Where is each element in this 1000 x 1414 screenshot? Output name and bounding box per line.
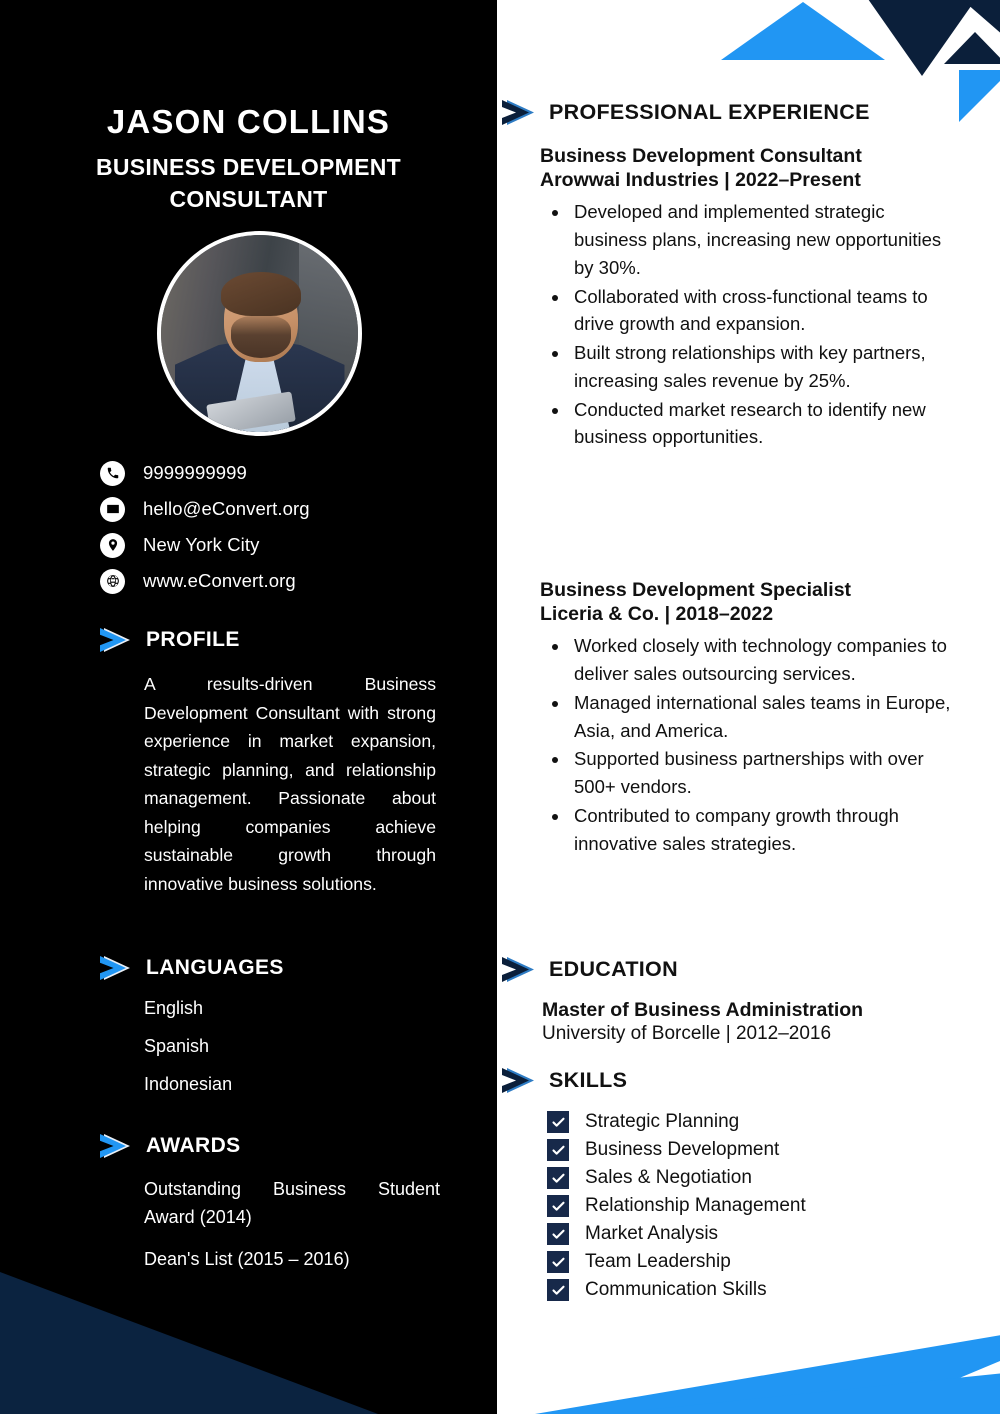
skill-label: Strategic Planning bbox=[585, 1111, 740, 1132]
candidate-name: JASON COLLINS bbox=[106, 103, 391, 140]
website-icon bbox=[100, 569, 125, 594]
profile-summary-text: A results-driven Business Development Consultant with strong experience in market expansion, strategic planning, and relationship management. Passionate about helping companies achieve sustainable growth through innovative business solutions. bbox=[144, 674, 436, 894]
contact-value: hello@eConvert.org bbox=[143, 498, 310, 519]
arrow-right-icon bbox=[100, 955, 132, 981]
languages-list bbox=[144, 998, 444, 1112]
list-item: Outstanding Business Student Award (2014) bbox=[144, 1179, 440, 1228]
list-item: • Supported business partnerships with over 500+ vendors. bbox=[570, 745, 960, 801]
list-item: • Developed and implemented strategic business plans, increasing new opportunities by 30%. bbox=[570, 198, 960, 281]
contact-value: www.eConvert.org bbox=[143, 570, 296, 591]
check-icon bbox=[547, 1139, 569, 1161]
education-entry bbox=[542, 999, 972, 1045]
section-title: AWARDS bbox=[146, 1134, 241, 1157]
decorative-blue-triangle-up bbox=[721, 2, 885, 60]
job-company-line: Liceria & Co. | 2018–2022 bbox=[540, 603, 774, 626]
list-item: • Managed international sales teams in Europe, Asia, and America. bbox=[570, 689, 960, 745]
skill-item bbox=[547, 1223, 977, 1245]
skills-list bbox=[547, 1111, 977, 1307]
experience-entry bbox=[540, 144, 960, 452]
skill-item bbox=[547, 1111, 977, 1133]
skill-label: Sales & Negotiation bbox=[585, 1167, 752, 1188]
section-title: PROFESSIONAL EXPERIENCE bbox=[549, 99, 870, 124]
check-icon bbox=[547, 1223, 569, 1245]
photo-hair bbox=[221, 272, 301, 316]
contact-item-phone[interactable] bbox=[100, 455, 440, 491]
decorative-blue-corner bbox=[959, 70, 1000, 122]
awards-list bbox=[144, 1175, 440, 1287]
job-title: Business Development Specialist bbox=[540, 579, 852, 601]
location-icon bbox=[100, 533, 125, 558]
check-icon bbox=[547, 1195, 569, 1217]
decorative-navy-triangle-small bbox=[944, 32, 1000, 64]
skill-item bbox=[547, 1251, 977, 1273]
list-item: English bbox=[144, 998, 204, 1018]
section-title: LANGUAGES bbox=[146, 956, 284, 979]
section-header-profile bbox=[100, 627, 240, 653]
job-bullets bbox=[570, 632, 960, 857]
section-header-skills bbox=[502, 1066, 627, 1094]
photo-beard bbox=[231, 316, 291, 358]
arrow-right-icon bbox=[502, 1066, 536, 1094]
section-header-experience bbox=[502, 98, 870, 126]
education-degree: Master of Business Administration bbox=[542, 999, 864, 1021]
skill-item bbox=[547, 1139, 977, 1161]
section-header-education bbox=[502, 955, 678, 983]
contact-item-email[interactable] bbox=[100, 491, 440, 527]
skill-label: Relationship Management bbox=[585, 1195, 806, 1216]
arrow-right-icon bbox=[100, 1133, 132, 1159]
contact-item-website[interactable] bbox=[100, 563, 440, 599]
skill-label: Communication Skills bbox=[585, 1279, 767, 1300]
skill-item bbox=[547, 1279, 977, 1301]
main-content-panel bbox=[497, 0, 1000, 1414]
contact-value: 9999999999 bbox=[143, 462, 247, 483]
list-item: Indonesian bbox=[144, 1074, 233, 1094]
arrow-right-icon bbox=[502, 955, 536, 983]
experience-entry bbox=[540, 578, 960, 858]
section-title: PROFILE bbox=[146, 628, 240, 651]
arrow-right-icon bbox=[100, 627, 132, 653]
section-header-awards bbox=[100, 1133, 241, 1159]
list-item: • Contributed to company growth through innovative sales strategies. bbox=[570, 802, 960, 858]
list-item: • Collaborated with cross-functional teams to drive growth and expansion. bbox=[570, 283, 960, 339]
section-header-languages bbox=[100, 955, 284, 981]
arrow-right-icon bbox=[502, 98, 536, 126]
job-title: Business Development Consultant bbox=[540, 145, 862, 167]
job-bullets bbox=[570, 198, 960, 451]
skill-label: Business Development bbox=[585, 1139, 780, 1160]
check-icon bbox=[547, 1279, 569, 1301]
list-item: Spanish bbox=[144, 1036, 210, 1056]
list-item: Dean's List (2015 – 2016) bbox=[144, 1249, 350, 1270]
education-institution: University of Borcelle | 2012–2016 bbox=[542, 1023, 832, 1044]
job-company-line: Arowwai Industries | 2022–Present bbox=[540, 169, 861, 192]
candidate-role: BUSINESS DEVELOPMENT CONSULTANT bbox=[95, 154, 402, 212]
list-item: • Worked closely with technology companies to deliver sales outsourcing services. bbox=[570, 632, 960, 688]
skill-label: Market Analysis bbox=[585, 1223, 719, 1244]
avatar bbox=[157, 231, 362, 436]
check-icon bbox=[547, 1167, 569, 1189]
phone-icon bbox=[100, 461, 125, 486]
left-sidebar-panel bbox=[0, 0, 497, 1414]
list-item: • Built strong relationships with key partners, increasing sales revenue by 25%. bbox=[570, 339, 960, 395]
skill-item bbox=[547, 1195, 977, 1217]
email-icon bbox=[100, 497, 125, 522]
check-icon bbox=[547, 1251, 569, 1273]
contact-list bbox=[100, 455, 440, 599]
list-item: • Conducted market research to identify new business opportunities. bbox=[570, 396, 960, 452]
skill-label: Team Leadership bbox=[585, 1251, 731, 1272]
contact-value: New York City bbox=[143, 534, 260, 555]
contact-item-location[interactable] bbox=[100, 527, 440, 563]
check-icon bbox=[547, 1111, 569, 1133]
section-title: SKILLS bbox=[549, 1067, 628, 1092]
skill-item bbox=[547, 1167, 977, 1189]
section-title: EDUCATION bbox=[549, 956, 678, 981]
